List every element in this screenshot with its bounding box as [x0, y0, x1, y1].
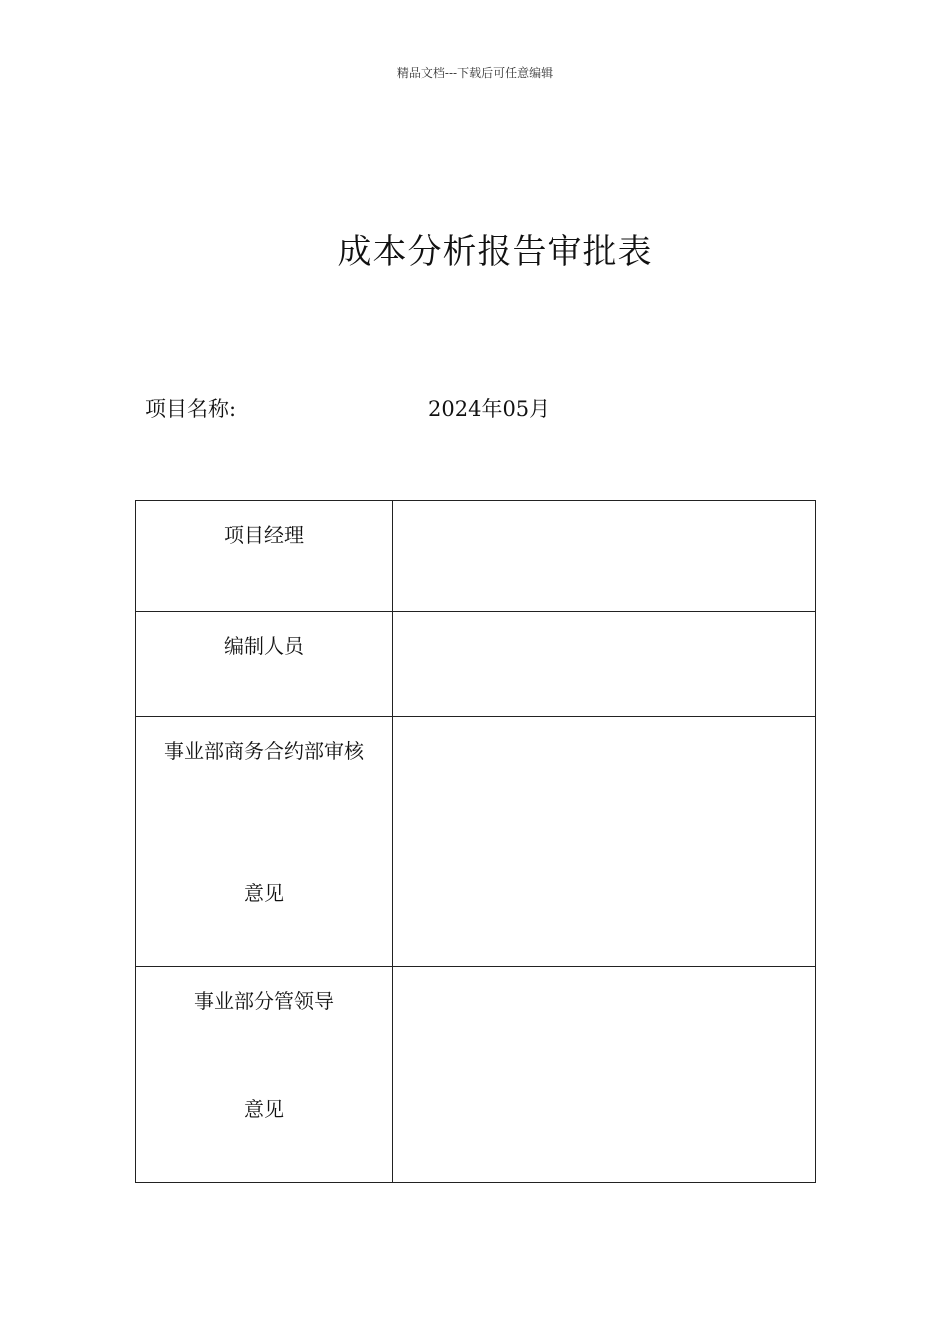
table-row	[136, 967, 816, 1183]
row-sublabel: 意见	[244, 1097, 284, 1121]
row-label: 项目经理	[224, 523, 304, 547]
row-label: 事业部商务合约部审核	[164, 739, 364, 763]
label-cell-contract-review	[136, 717, 393, 967]
row-label: 事业部分管领导	[194, 989, 334, 1013]
value-cell-project-manager[interactable]	[393, 501, 816, 612]
header-note: 精品文档---下载后可任意编辑	[396, 66, 554, 80]
row-sublabel: 意见	[244, 881, 284, 905]
value-cell-preparer[interactable]	[393, 612, 816, 717]
label-cell-preparer	[136, 612, 393, 717]
table-row	[136, 717, 816, 967]
table-row	[136, 501, 816, 612]
value-cell-contract-review[interactable]	[393, 717, 816, 967]
row-label: 编制人员	[224, 634, 304, 658]
table-row	[136, 612, 816, 717]
label-cell-project-manager	[136, 501, 393, 612]
project-name-label: 项目名称:	[145, 397, 237, 421]
report-date: 2024年05月	[428, 397, 551, 421]
approval-table	[135, 500, 816, 1183]
document-title: 成本分析报告审批表	[337, 232, 653, 272]
label-cell-division-leader	[136, 967, 393, 1183]
value-cell-division-leader[interactable]	[393, 967, 816, 1183]
